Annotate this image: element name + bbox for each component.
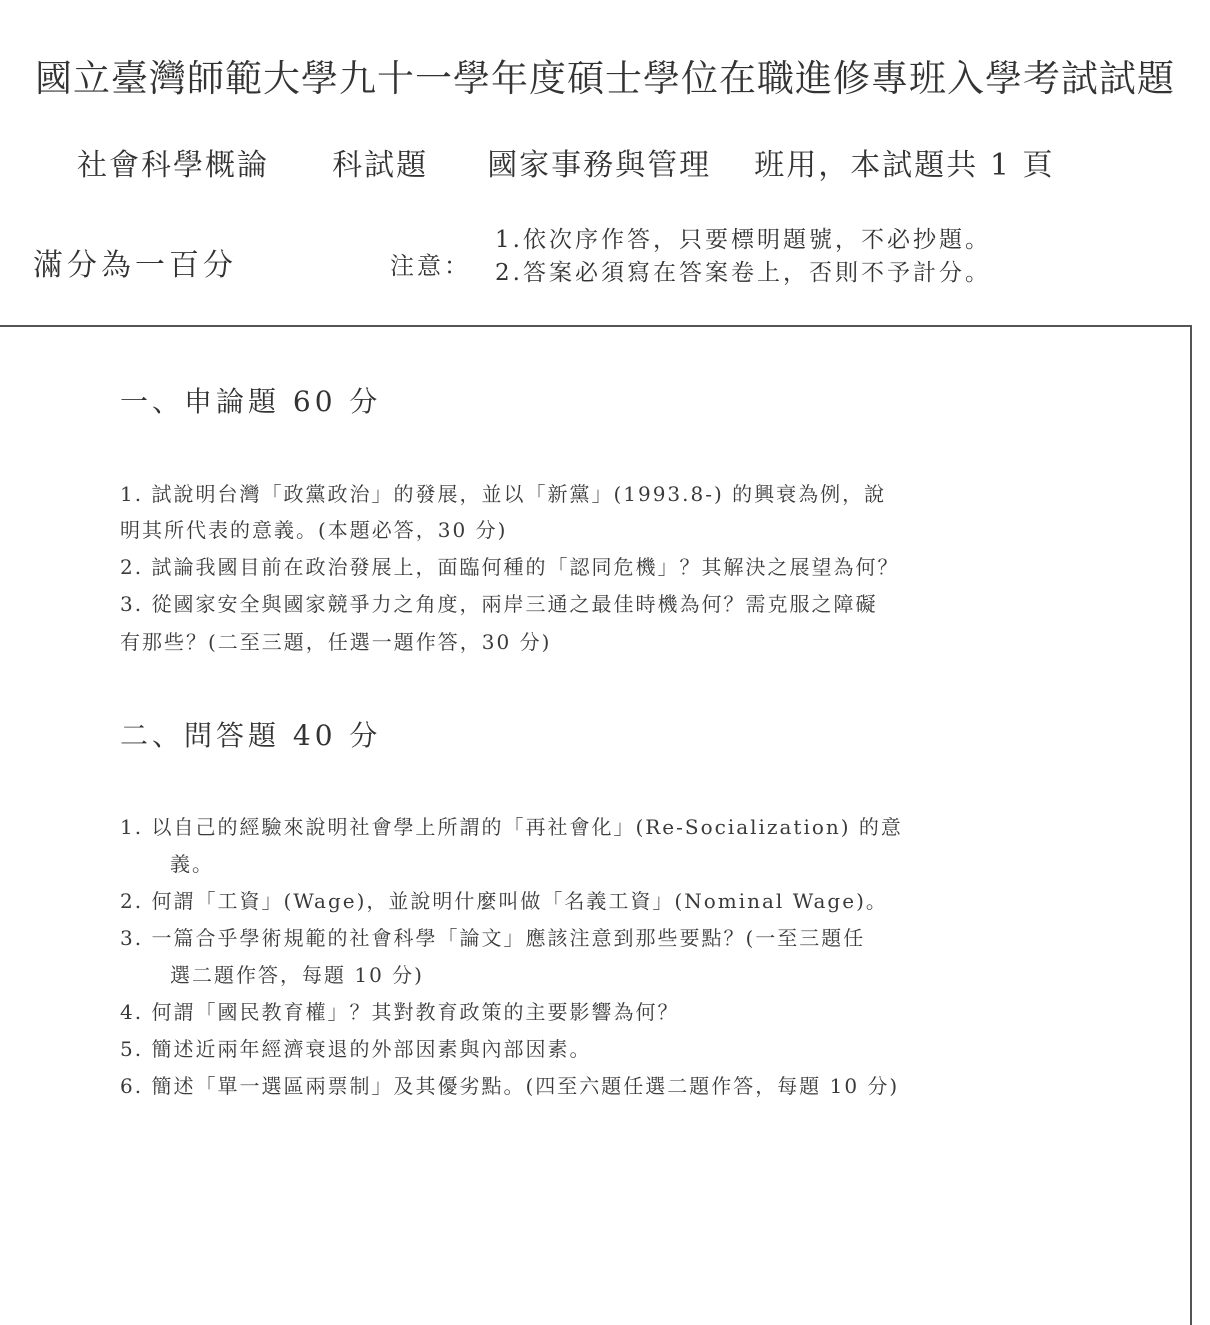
subject-name: 社會科學概論: [77, 148, 269, 183]
question-line: 有那些？(二至三題，任選一題作答，30 分): [120, 630, 552, 654]
program-suffix: 班用，本試題共 1 頁: [754, 148, 1055, 183]
question-line: 4. 何謂「國民教育權」？其對教育政策的主要影響為何？: [120, 1000, 680, 1024]
notice-item: 1.依次序作答，只要標明題號，不必抄題。: [495, 227, 991, 253]
question-line: 義。: [170, 852, 214, 876]
subject-suffix: 科試題: [332, 148, 429, 183]
question-line: 1. 試說明台灣「政黨政治」的發展，並以「新黨」(1993.8-) 的興衰為例，說: [120, 482, 887, 506]
question-line: 選二題作答，每題 10 分): [170, 963, 424, 987]
question-line: 2. 試論我國目前在政治發展上，面臨何種的「認同危機」？其解決之展望為何？: [120, 555, 900, 579]
question-line: 明其所代表的意義。(本題必答，30 分): [120, 518, 508, 542]
section-heading-essay: 一、申論題 60 分: [120, 385, 382, 418]
program-name: 國家事務與管理: [487, 148, 712, 183]
exam-subtitle: [77, 140, 1054, 184]
notice-item: 2.答案必須寫在答案卷上，否則不予計分。: [495, 260, 991, 286]
question-line: 3. 一篇合乎學術規範的社會科學「論文」應該注意到那些要點？(一至三題任: [120, 926, 866, 950]
notice-label: 注意：: [390, 252, 471, 280]
exam-title: 國立臺灣師範大學九十一學年度碩士學位在職進修專班入學考試試題: [35, 57, 1175, 100]
question-line: 3. 從國家安全與國家競爭力之角度，兩岸三通之最佳時機為何？需克服之障礙: [120, 592, 878, 616]
section-heading-qa: 二、問答題 40 分: [120, 719, 382, 752]
question-line: 1. 以自己的經驗來說明社會學上所謂的「再社會化」(Re-Socialization) 的意: [120, 815, 903, 839]
question-line: 2. 何謂「工資」(Wage)，並說明什麼叫做「名義工資」(Nominal Wage)。: [120, 889, 888, 913]
question-line: 6. 簡述「單一選區兩票制」及其優劣點。(四至六題任選二題作答，每題 10 分): [120, 1074, 900, 1098]
score-note: 滿分為一百分: [33, 248, 237, 283]
question-line: 5. 簡述近兩年經濟衰退的外部因素與內部因素。: [120, 1037, 592, 1061]
notice-list: [495, 224, 991, 290]
